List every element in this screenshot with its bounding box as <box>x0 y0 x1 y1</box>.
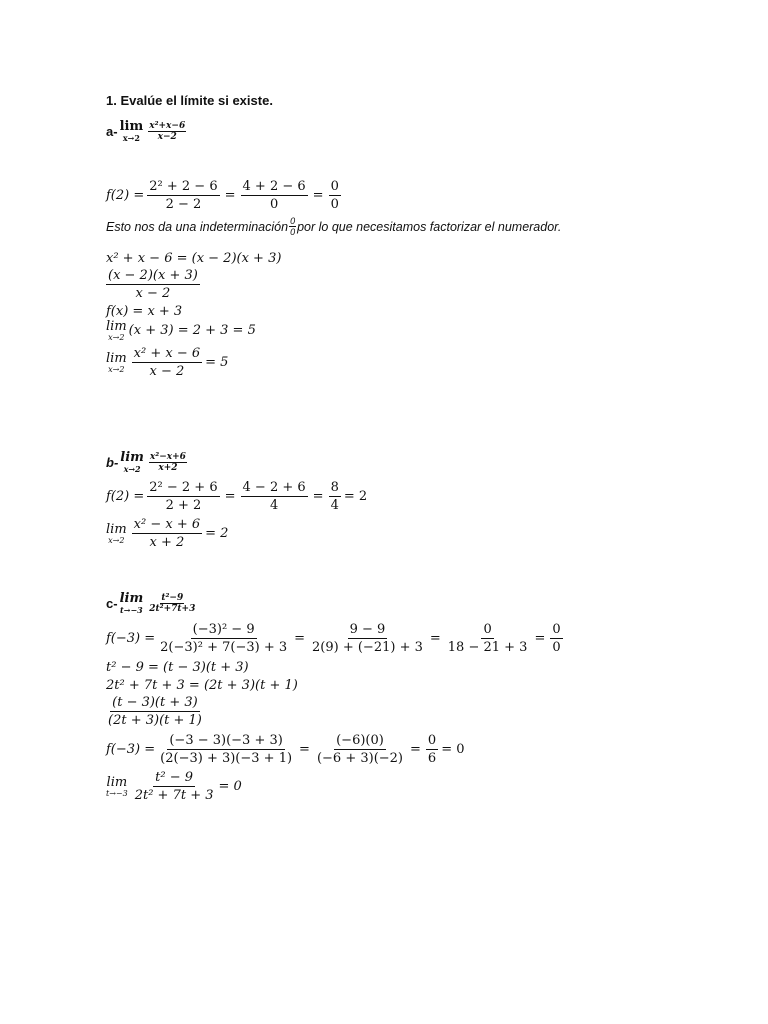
part-c-eval-2 <box>106 732 464 767</box>
lim-word: lim <box>106 319 127 334</box>
eval-frac-1 <box>158 621 289 656</box>
part-a-fraction <box>103 267 203 302</box>
lim-word: lim <box>119 119 144 134</box>
frac-num: x² + x − 6 <box>133 346 201 361</box>
part-a-heading <box>106 120 189 142</box>
equals: = <box>224 488 236 504</box>
equals: = <box>312 187 324 203</box>
eval-frac-2 <box>241 479 308 514</box>
frac-num: 0 <box>427 733 437 748</box>
frac-num: x²+x−6 <box>149 120 186 131</box>
note-fraction <box>289 216 296 237</box>
eval-frac-3 <box>446 621 530 656</box>
lim <box>106 320 127 342</box>
part-c-eval <box>106 621 566 656</box>
limit-expression: (x + 3) = 2 + 3 = 5 <box>128 323 256 338</box>
eval-frac-3 <box>329 479 341 514</box>
part-a-label: a- <box>106 123 118 139</box>
lim-sub: t→−3 <box>106 788 128 798</box>
eval-frac-3 <box>329 178 341 213</box>
part-b-limit-result <box>106 516 228 551</box>
frac <box>106 267 200 302</box>
frac-den: x − 2 <box>135 286 171 301</box>
eval-result: = 0 <box>441 741 465 757</box>
lim-sub: t→−3 <box>120 605 143 615</box>
lim <box>106 352 127 374</box>
lim-word: lim <box>119 591 144 606</box>
part-c-heading <box>106 592 199 614</box>
frac-num: 0 <box>483 622 492 637</box>
frac-den: 0 <box>552 640 561 655</box>
lim-sub: x→2 <box>122 133 140 143</box>
frac-num: 2² − 2 + 6 <box>149 480 218 495</box>
frac-den: 2t² + 7t + 3 <box>134 788 214 803</box>
frac-den: 2(−3)² + 7(−3) + 3 <box>160 640 288 655</box>
frac-num: (t − 3)(t + 3) <box>112 695 198 710</box>
eval-frac-3 <box>426 732 438 767</box>
lim-word: lim <box>120 450 144 465</box>
eval-lhs: f(−3) = <box>106 630 156 646</box>
frac-num: t²−9 <box>161 592 184 603</box>
lim <box>106 523 127 545</box>
frac-den: 18 − 21 + 3 <box>447 640 528 655</box>
eval-frac-2 <box>315 732 405 767</box>
part-c-limit-result <box>106 769 242 804</box>
part-c-factor-1: t² − 9 = (t − 3)(t + 3) <box>106 660 249 675</box>
frac-den: 6 <box>427 751 437 766</box>
lim <box>106 776 128 798</box>
frac-num: 2² + 2 − 6 <box>149 179 218 194</box>
frac-den: 0 <box>269 197 279 212</box>
frac-den: 2t²+7t+3 <box>149 603 196 614</box>
frac-den: 2 − 2 <box>165 197 202 212</box>
frac-num: (−3 − 3)(−3 + 3) <box>169 733 283 748</box>
frac <box>106 694 204 729</box>
eval-frac-1 <box>158 732 294 767</box>
lim-sub: x→2 <box>123 464 141 474</box>
frac <box>132 345 202 380</box>
part-b-label: b- <box>106 454 119 470</box>
eval-result: = 2 <box>343 488 368 504</box>
part-a-function <box>148 121 186 142</box>
frac-den: 4 <box>330 498 339 513</box>
part-b-lim <box>120 451 144 473</box>
part-c-label: c- <box>106 595 118 611</box>
frac-num: (−6)(0) <box>336 733 384 748</box>
note-text-2: por lo que necesitamos factorizar el numerador. <box>297 219 562 234</box>
part-c-function <box>148 593 196 614</box>
eval-lhs: f(2) = <box>106 488 145 504</box>
frac-num: (−3)² − 9 <box>192 622 255 637</box>
lim-sub: x→2 <box>108 535 125 545</box>
frac-den: (2(−3) + 3)(−3 + 1) <box>160 751 293 766</box>
frac <box>133 769 216 804</box>
frac-num: 0 <box>330 179 339 194</box>
part-c-fraction <box>103 694 207 729</box>
frac-den: x−2 <box>157 131 177 142</box>
frac-num: t² − 9 <box>155 770 194 785</box>
frac-den: (2t + 3)(t + 1) <box>108 713 202 728</box>
part-a-factor: x² + x − 6 = (x − 2)(x + 3) <box>106 251 282 266</box>
frac-num: 9 − 9 <box>349 622 386 637</box>
part-a-limit-simplified <box>106 320 256 342</box>
equals: = <box>410 741 421 757</box>
frac-den: 0 <box>330 197 339 212</box>
part-b-eval <box>106 479 367 514</box>
frac-den: 2(9) + (−21) + 3 <box>312 640 423 655</box>
equals: = <box>312 488 324 504</box>
note-text-1: Esto nos da una indeterminación <box>106 219 289 234</box>
frac-den: 0 <box>290 227 296 237</box>
lim-sub: x→2 <box>108 333 125 342</box>
indeterminacy-note <box>106 216 561 237</box>
equals: = <box>534 630 546 646</box>
frac <box>132 516 202 551</box>
frac-den: (−6 + 3)(−2) <box>316 751 403 766</box>
part-a-eval <box>106 178 344 213</box>
eval-lhs: f(−3) = <box>106 741 156 757</box>
equals: = <box>224 187 236 203</box>
frac-num: 4 + 2 − 6 <box>242 179 306 194</box>
limit-result: = 2 <box>205 525 229 541</box>
frac-num: (x − 2)(x + 3) <box>108 268 198 283</box>
eval-frac-1 <box>147 479 219 514</box>
frac-num: x² − x + 6 <box>133 517 201 532</box>
lim-sub: x→2 <box>108 364 125 374</box>
equals: = <box>429 630 441 646</box>
exercise-title: 1. Evalúe el límite si existe. <box>106 93 273 108</box>
frac-num: 8 <box>330 480 339 495</box>
part-a-limit-result <box>106 345 228 380</box>
eval-frac-4 <box>550 621 562 656</box>
part-b-heading <box>106 451 190 473</box>
part-b-function <box>149 452 187 473</box>
eval-frac-2 <box>241 178 308 213</box>
frac-den: x+2 <box>158 462 178 473</box>
eval-frac-2 <box>310 621 425 656</box>
frac-num: x²−x+6 <box>149 451 186 462</box>
frac-den: 4 <box>269 498 279 513</box>
frac-num: 0 <box>290 216 296 226</box>
frac-den: 2 + 2 <box>165 498 202 513</box>
equals: = <box>299 741 310 757</box>
frac-num: 4 − 2 + 6 <box>242 480 306 495</box>
frac-den: x + 2 <box>149 535 185 550</box>
eval-frac-1 <box>147 178 219 213</box>
part-a-lim <box>120 120 144 142</box>
part-c-lim <box>120 592 144 614</box>
lim-word: lim <box>106 521 127 537</box>
equals: = <box>294 630 306 646</box>
part-c-factor-2: 2t² + 7t + 3 = (2t + 3)(t + 1) <box>106 678 298 693</box>
lim-word: lim <box>106 350 127 366</box>
limit-result: = 0 <box>218 778 242 794</box>
eval-lhs: f(2) = <box>106 187 145 203</box>
limit-result: = 5 <box>205 354 229 370</box>
frac-den: x − 2 <box>149 364 185 379</box>
frac-num: 0 <box>552 622 561 637</box>
part-a-fx: f(x) = x + 3 <box>106 304 183 319</box>
lim-word: lim <box>106 774 128 790</box>
